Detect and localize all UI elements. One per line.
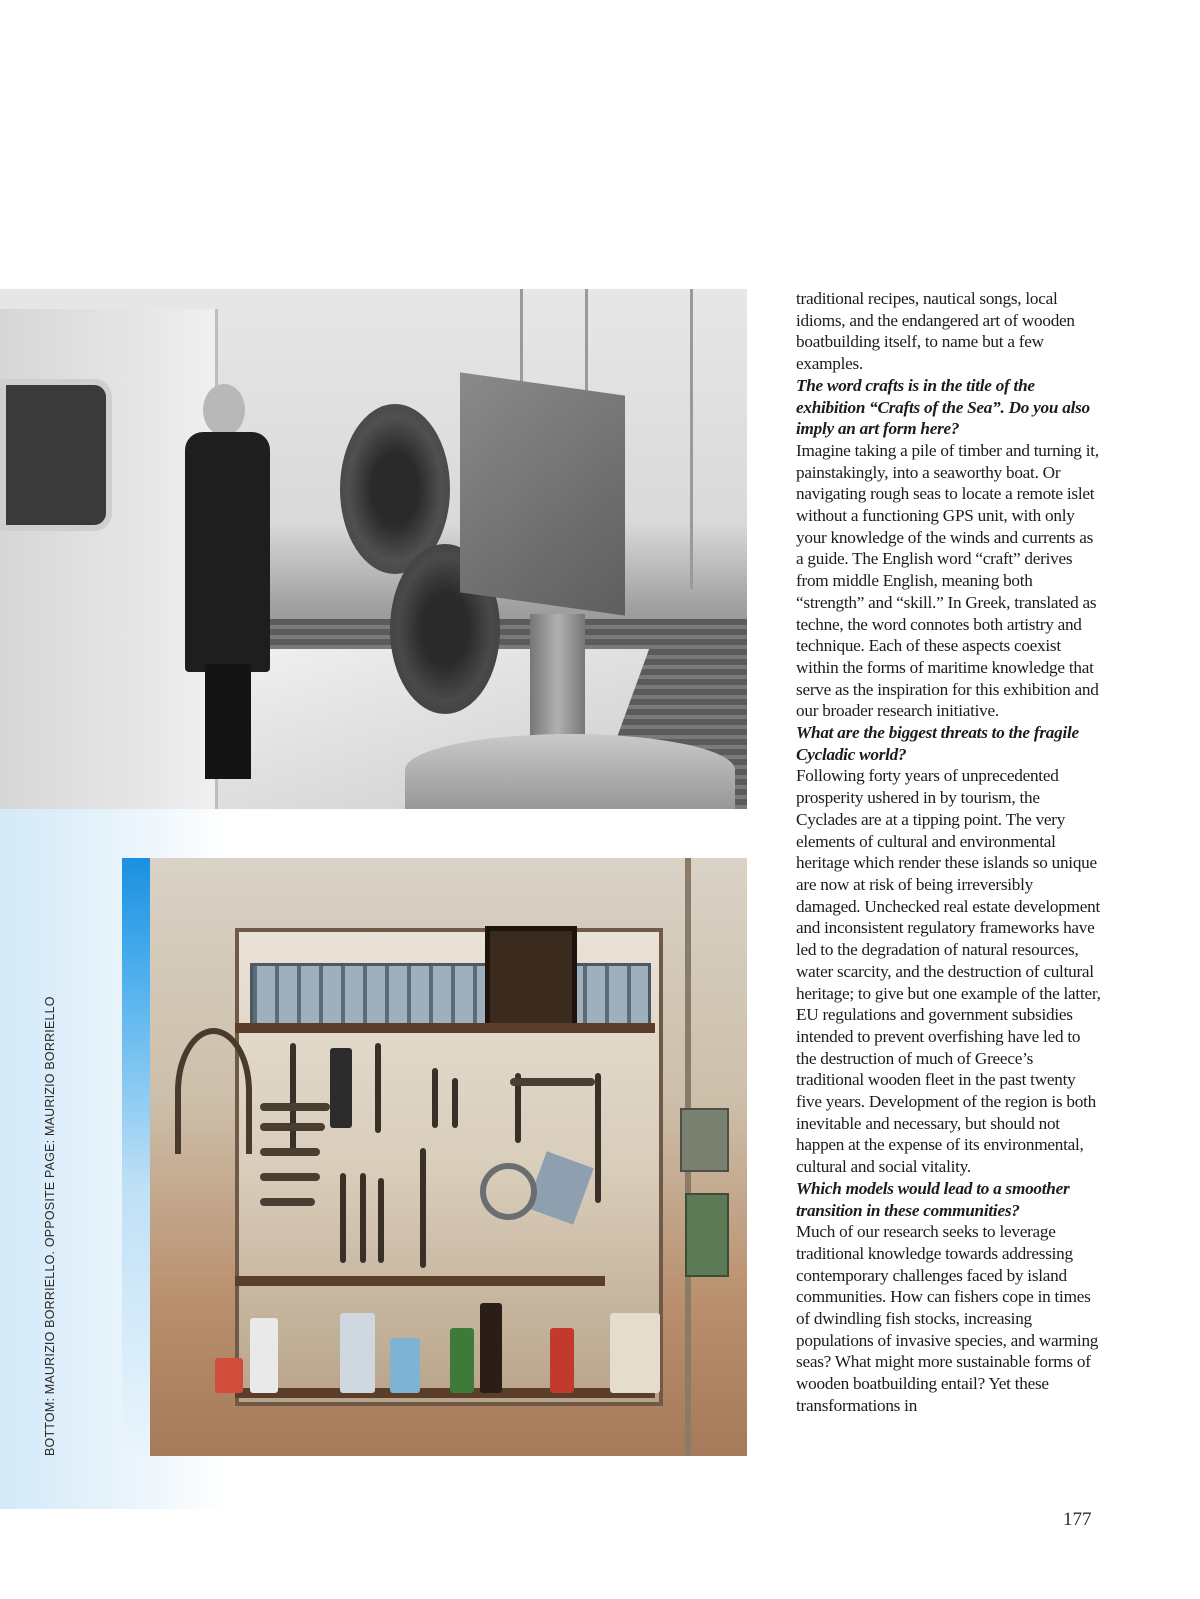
electrical-box [680,1108,729,1172]
interview-question: Which models would lead to a smoother transition in these communities? [796,1178,1070,1220]
body-paragraph: Much of our research seeks to leverage traditional knowledge towards addressing contemporary challenges faced by island communities. How can fishers cope in times of dwindling fish stocks, increasing populations of invasive species, and warming seas? What might more sustainable forms of wooden boatbuilding entail? Yet these transformations in [796,1222,1099,1415]
bottle [450,1328,474,1393]
blue-accent-bar [122,858,150,1458]
body-paragraph: Following forty years of unprecedented prosperity ushered in by tourism, the Cyclades are at a tipping point. The very elements of cultural and environmental heritage which render these islands so unique are now at risk of being irreversibly damaged. Unchecked real estate development and inconsistent regulatory frameworks have led to the degradation of natural resources, water scarcity, and the destruction of cultural heritage; to give but one example of the latter, EU regulations and government subsidies intended to prevent overfishing have led to the destruction of much of Greece’s traditional wooden fleet in the past twenty five years. Development of the region is both inevitable and necessary, but should not happen at the expense of its environmental, cultural and social vitality. [796,766,1101,1177]
bottle [480,1303,502,1393]
paint-can [215,1358,243,1393]
bottle [550,1328,574,1393]
photo-tool-wall [150,858,747,1456]
paint-can [390,1338,420,1393]
boat-winch [340,384,620,704]
interview-question: What are the biggest threats to the fragile Cycladic world? [796,723,1079,764]
photo-credit: BOTTOM: MAURIZIO BORRIELLO. OPPOSITE PAGE: MAURIZIO BORRIELLO [43,996,57,1456]
metal-bucket [405,734,735,809]
paint-can [340,1313,375,1393]
interview-question: The word crafts is in the title of the exhibition “Crafts of the Sea”. Do you also imply an art form here? [796,375,1090,439]
iron-grille [250,963,651,1029]
man-standing [185,384,270,779]
cabin-window [0,379,112,531]
metal-ring [480,1163,537,1220]
upper-shelf [235,1023,655,1033]
caliper-tool [175,1028,252,1154]
religious-icon-frame [485,926,577,1031]
article-text-column [796,288,1101,1417]
mast [690,289,693,589]
photo-man-on-boat [0,289,747,809]
body-paragraph: traditional recipes, nautical songs, local idioms, and the endangered art of wooden boatbuilding itself, to name but a few examples. [796,289,1075,374]
plastic-jug [610,1313,660,1393]
body-paragraph: Imagine taking a pile of timber and turning it, painstakingly, into a seaworthy boat. Or navigating rough seas to locate a remote islet without a functioning GPS unit, with only your knowledge of the winds and currents as a guide. The English word “craft” derives from middle English, meaning both “strength” and “skill.” In Greek, translated as techne, the word connotes both artistry and technique. Each of these aspects coexist within the forms of maritime knowledge that serve as the inspiration for this exhibition and our broader research initiative. [796,440,1099,721]
page-number: 177 [1063,1509,1092,1530]
middle-shelf [235,1276,605,1286]
electrical-switch [685,1193,729,1277]
paint-can [250,1318,278,1393]
bottom-shelf [235,1388,655,1398]
